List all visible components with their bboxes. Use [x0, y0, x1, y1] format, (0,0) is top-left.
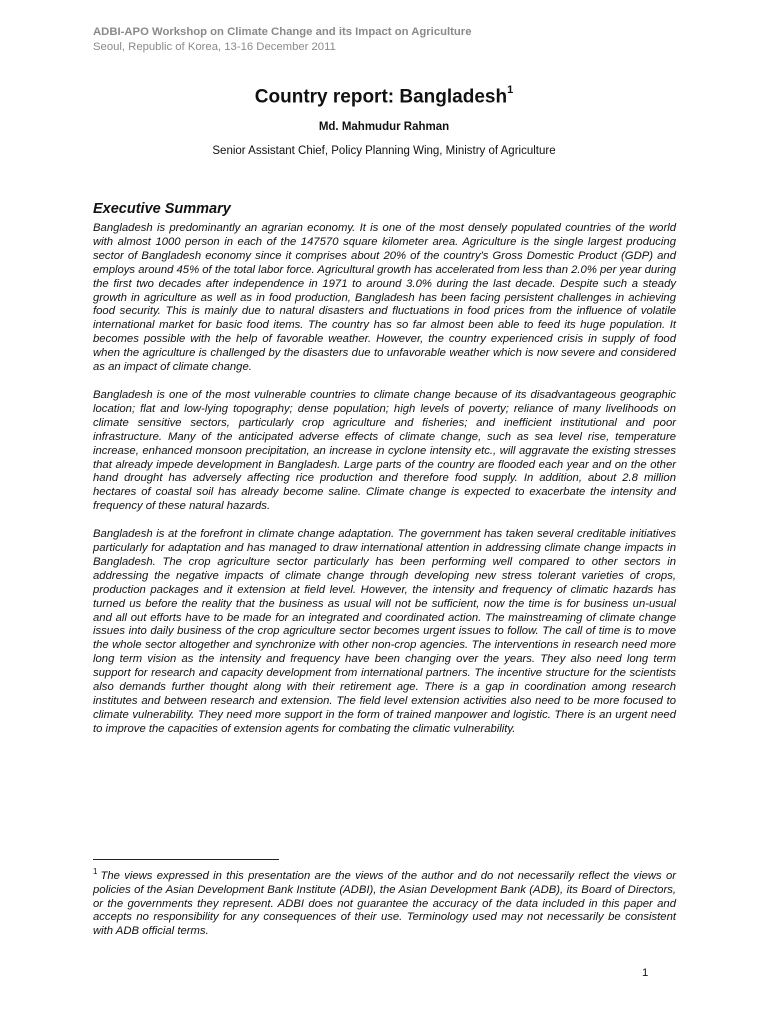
page-number: 1: [642, 967, 649, 979]
section-heading: Executive Summary: [93, 201, 231, 217]
page-title: [0, 86, 768, 108]
paragraph-1: Bangladesh is predominantly an agrarian economy. It is one of the most densely populated countries of the world with almost 1000 person in each of the 147570 square kilometer area. Agriculture is the single largest producing sector of Bangladesh economy since it comprises about 20% of the country's Gross Domestic Product (GDP) and employs around 45% of the total labor force. Agricultural growth has accelerated from less than 2.0% per year during the first two decades after independence in 1971 to around 3.0% during the last decade. Despite such a steady growth in agriculture as well as in food production, Bangladesh has been facing persistent challenges in achieving food security. This is mainly due to natural disasters and fluctuations in food prices from the influence of volatile international market for basic food items. The country has so far almost been able to feed its huge population. It becomes possible with the help of favorable weather. However, the country experienced crisis in supply of food when the agriculture is challenged by the disasters due to unfavorable weather which is now severe and considered as an impact of climate change.: [93, 222, 676, 374]
footnote-text: The views expressed in this presentation are the views of the author and do not necessarily reflect the views or policies of the Asian Development Bank Institute (ADBI), the Asian Development Bank (ADB), its Board of Directors, or the governments they represent. ADBI does not guarantee the accuracy of the data included in this paper and accepts no responsibility for any consequences of their use. Terminology used may not necessarily be consistent with ADB official terms.: [93, 869, 676, 938]
footnote-mark: 1: [93, 867, 98, 876]
header-workshop-title: ADBI-APO Workshop on Climate Change and its Impact on Agriculture: [93, 26, 472, 38]
header-location-date: Seoul, Republic of Korea, 13-16 December 2011: [93, 41, 336, 53]
running-header: [93, 25, 471, 55]
author-affiliation: Senior Assistant Chief, Policy Planning Wing, Ministry of Agriculture: [212, 145, 556, 157]
title-text: Country report: Bangladesh: [254, 86, 508, 108]
footnote: [93, 865, 676, 939]
footnote-divider: [93, 859, 279, 860]
paragraph-3: Bangladesh is at the forefront in climate change adaptation. The government has taken several creditable initiatives particularly for adaptation and has managed to draw international attention in addressing climate change impacts in Bangladesh. The crop agriculture sector particularly has been performing well compared to other sectors in addressing the negative impacts of climate change through developing new stress tolerant varieties of crops, production packages and it extension at field level. However, the intensity and frequency of climatic hazards has turned us before the reality that the business as usual will not be sufficient, now the time is for business un-usual and all out efforts have to be made for an integrated and coordinated action. The mainstreaming of climate change issues into daily business of the crop agriculture sector becomes urgent issues to follow. The call of time is to move the whole sector altogether and synchronize with other non-crop agencies. The interventions in research need more long term vision as the intensity and frequency have been changing over the years. They also need long term support for research and capacity development from international partners. The incentive structure for the scientists also demands further thought along with their retirement age. There is a gap in coordination among research institutes and between research and extension. The field level extension activities also need to be more focused to climate vulnerability. They need more support in the form of trained manpower and logistic. There is an urgent need to improve the capacities of extension agents for combating the climatic vulnerability.: [93, 528, 676, 735]
section-body: [93, 222, 676, 751]
paragraph-2: Bangladesh is one of the most vulnerable countries to climate change because of its disadvantageous geographic location; flat and low-lying topography; dense population; high levels of poverty; reliance of many livelihoods on climate sensitive sectors, particularly crop agriculture and fisheries; and inefficient institutional and poor infrastructure. Many of the anticipated adverse effects of climate change, such as sea level rise, temperature increase, enhanced monsoon precipitation, an increase in cyclone intensity etc., will aggravate the existing stresses that already impede development in Bangladesh. Large parts of the country are flooded each year and on the other hand drought has adversely affecting rice production and therefore food supply. In addition, about 2.8 million hectares of coastal soil has already become saline. Climate change is expected to exacerbate the intensity and frequency of these natural hazards.: [93, 388, 676, 513]
title-footnote-mark: 1: [507, 84, 514, 96]
author-name: Md. Mahmudur Rahman: [318, 121, 450, 133]
